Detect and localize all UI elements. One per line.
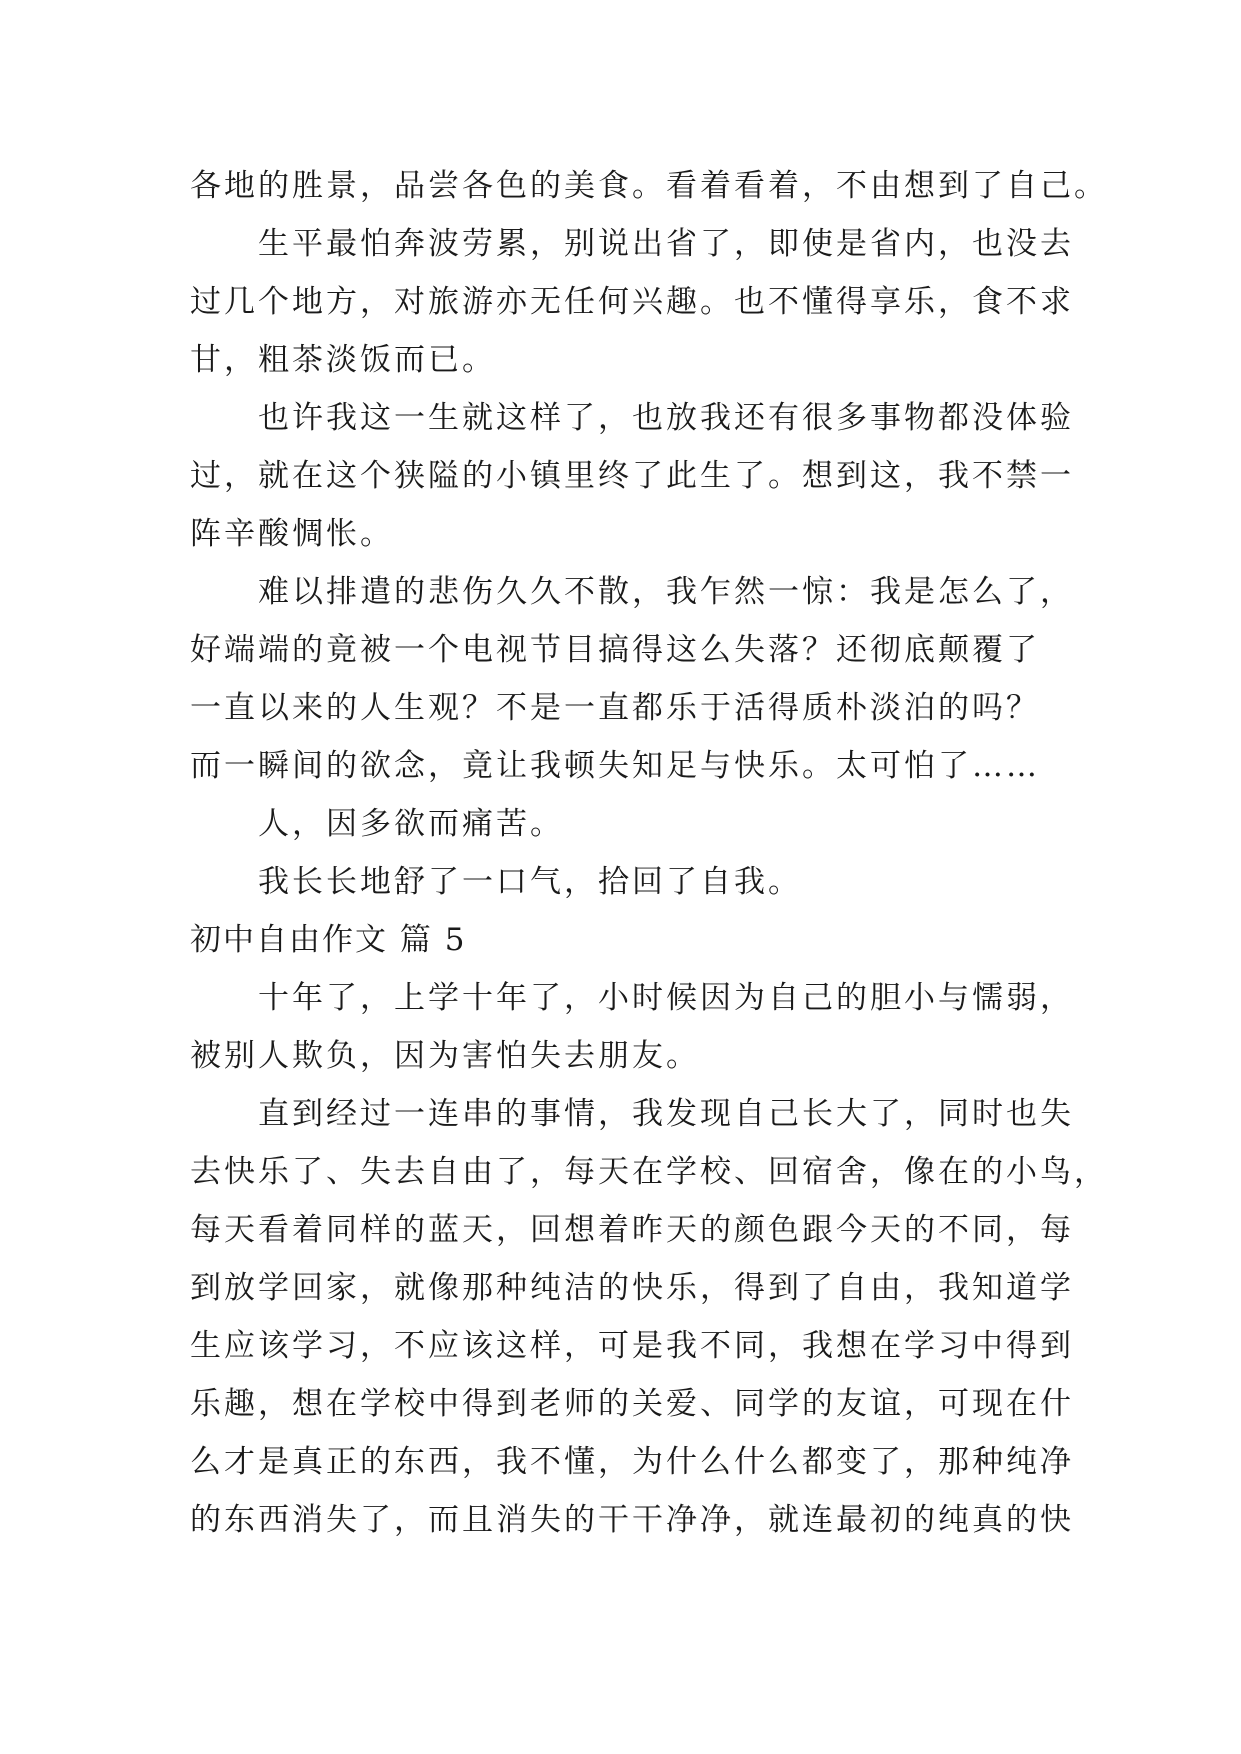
text-line: 过几个地方，对旅游亦无任何兴趣。也不懂得享乐，食不求 [190,284,1074,320]
text-line: 生应该学习，不应该这样，可是我不同，我想在学习中得到 [190,1328,1074,1364]
text-line: 难以排遣的悲伤久久不散，我乍然一惊：我是怎么了， [258,574,1074,610]
text-line: 人，因多欲而痛苦。 [258,806,564,842]
document-body [190,157,1108,1549]
section-heading: 初中自由作文 篇 5 [190,922,467,958]
text-line: 生平最怕奔波劳累，别说出省了，即使是省内，也没去 [258,226,1074,262]
text-line: 去快乐了、失去自由了，每天在学校、回宿舍，像在的小鸟， [190,1154,1108,1190]
text-line: 每天看着同样的蓝天，回想着昨天的颜色跟今天的不同，每 [190,1212,1074,1248]
text-line: 好端端的竟被一个电视节目搞得这么失落？还彻底颠覆了 [190,632,1040,668]
text-line: 我长长地舒了一口气，拾回了自我。 [258,864,802,900]
text-line: 直到经过一连串的事情，我发现自己长大了，同时也失 [258,1096,1074,1132]
text-line: 各地的胜景，品尝各色的美食。看着看着，不由想到了自己。 [190,168,1108,204]
text-line: 一直以来的人生观？不是一直都乐于活得质朴淡泊的吗？ [190,690,1040,726]
text-line: 十年了，上学十年了，小时候因为自己的胆小与懦弱， [258,980,1074,1016]
text-line: 乐趣，想在学校中得到老师的关爱、同学的友谊，可现在什 [190,1386,1074,1422]
text-line: 被别人欺负，因为害怕失去朋友。 [190,1038,700,1074]
text-line: 到放学回家，就像那种纯洁的快乐，得到了自由，我知道学 [190,1270,1074,1306]
text-line: 甘，粗茶淡饭而已。 [190,342,496,378]
text-line: 而一瞬间的欲念，竟让我顿失知足与快乐。太可怕了…… [190,748,1040,784]
text-line: 过，就在这个狭隘的小镇里终了此生了。想到这，我不禁一 [190,458,1074,494]
text-line: 也许我这一生就这样了，也放我还有很多事物都没体验 [258,400,1074,436]
text-line: 的东西消失了，而且消失的干干净净，就连最初的纯真的快 [190,1502,1074,1538]
text-line: 阵辛酸惆怅。 [190,516,394,552]
text-line: 么才是真正的东西，我不懂，为什么什么都变了，那种纯净 [190,1444,1074,1480]
